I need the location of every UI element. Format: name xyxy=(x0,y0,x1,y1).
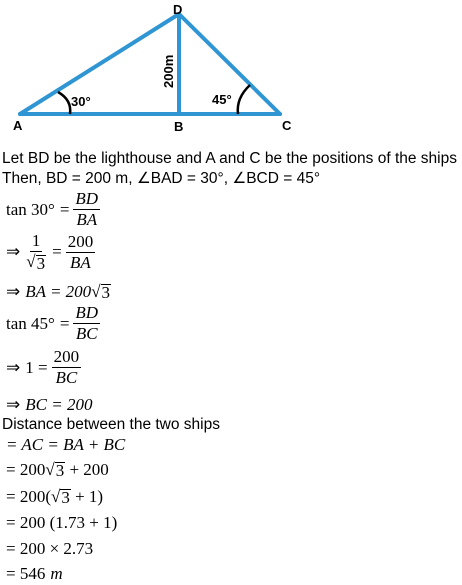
angle-label-c: 45° xyxy=(212,92,232,107)
fraction-200-bc xyxy=(52,348,82,387)
eq-tan30 xyxy=(6,190,104,229)
denominator: BC xyxy=(55,368,78,387)
step-2 xyxy=(6,487,103,507)
step2-post: + 1) xyxy=(70,487,104,506)
denominator xyxy=(24,252,48,272)
label-a: A xyxy=(13,118,23,133)
eq-bc xyxy=(6,395,92,415)
implies-symbol: ⇒ xyxy=(6,282,21,301)
radicand: 3 xyxy=(55,461,65,480)
fraction-bd-ba xyxy=(73,190,100,229)
step5-number: = 546 xyxy=(6,564,46,583)
numerator: 200 xyxy=(67,231,94,251)
equals: = xyxy=(59,199,70,219)
angle-arc-c xyxy=(238,85,250,114)
step2-pre: = 200( xyxy=(6,487,51,506)
numerator: 1 xyxy=(31,231,41,250)
fraction-bd-bc xyxy=(73,304,100,343)
lighthouse-diagram xyxy=(0,0,462,145)
radicand: 3 xyxy=(101,283,111,302)
eq-one xyxy=(6,348,85,387)
eq-recip xyxy=(6,232,99,272)
numerator: BD xyxy=(75,303,99,322)
step1-post: + 200 xyxy=(65,460,109,479)
numerator: 200 xyxy=(53,347,80,366)
label-d: D xyxy=(173,2,183,17)
distance-heading: Distance between the two ships xyxy=(2,416,220,433)
step-5 xyxy=(6,564,63,584)
intro-line-1: Let BD be the lighthouse and A and C be the positions of the ships xyxy=(2,150,457,167)
sqrt-3: √ 3 xyxy=(26,252,46,273)
radicand: 3 xyxy=(61,488,70,507)
tan30-text: tan 30° xyxy=(6,199,55,219)
eq-ba xyxy=(6,282,111,302)
denominator: BC xyxy=(75,324,98,343)
implies-symbol: ⇒ xyxy=(6,242,21,261)
line-ad xyxy=(20,14,179,114)
sqrt-3: √ 3 xyxy=(45,460,65,480)
fraction-200-ba xyxy=(66,233,96,272)
height-label: 200m xyxy=(161,54,176,88)
step-1 xyxy=(6,460,109,480)
bc-result: BC = 200 xyxy=(25,395,93,414)
implies-symbol: ⇒ xyxy=(6,395,21,414)
step5-unit: m xyxy=(50,564,63,583)
sqrt-3: √ 3 xyxy=(51,487,70,507)
denominator: BA xyxy=(70,252,91,272)
angle-label-a: 30° xyxy=(71,94,91,109)
step-ac xyxy=(6,435,125,455)
label-b: B xyxy=(174,119,184,134)
label-c: C xyxy=(282,118,292,133)
sqrt-3: √ 3 xyxy=(91,282,111,302)
fraction-1-sqrt3 xyxy=(24,232,48,272)
step4-text: = 200 × 2.73 xyxy=(6,539,94,558)
step-3 xyxy=(6,513,117,533)
equals: = xyxy=(52,242,62,261)
ba-result: BA = 200 xyxy=(25,282,92,301)
eq-tan45 xyxy=(6,304,104,343)
radicand: 3 xyxy=(36,254,46,273)
numerator: BD xyxy=(75,189,99,208)
equals: = xyxy=(59,313,70,333)
step-4 xyxy=(6,539,93,559)
ac-sum: = AC = BA + BC xyxy=(6,435,126,454)
one-equals: 1 = xyxy=(25,357,48,377)
step1-pre: = 200 xyxy=(6,460,46,479)
tan45-text: tan 45° xyxy=(6,313,55,333)
denominator: BA xyxy=(76,210,98,229)
intro-line-2: Then, BD = 200 m, ∠BAD = 30°, ∠BCD = 45° xyxy=(2,170,321,187)
step3-text: = 200 (1.73 + 1) xyxy=(6,513,118,532)
implies-symbol: ⇒ xyxy=(6,357,21,377)
angle-arc-a xyxy=(58,92,70,114)
